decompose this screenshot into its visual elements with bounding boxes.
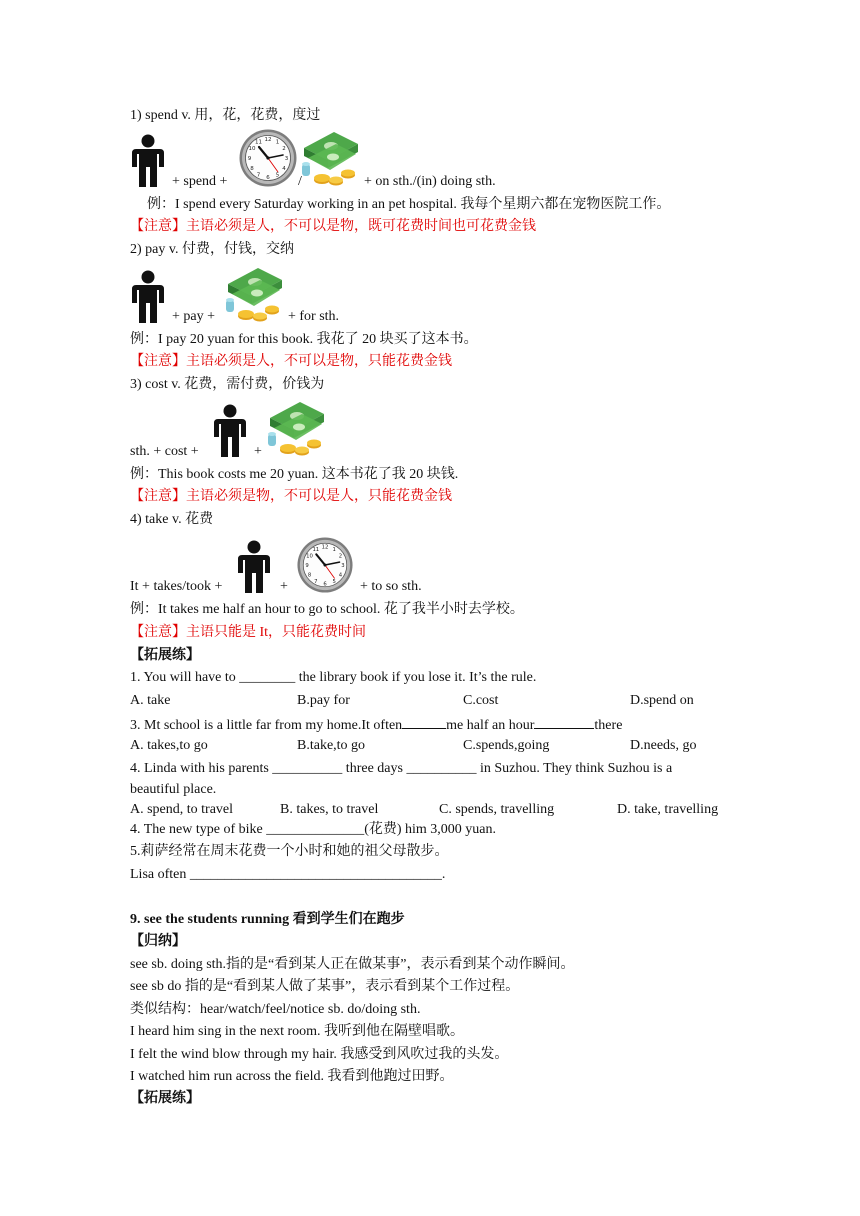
pay-note: 【注意】主语必须是人，不可以是物，只能花费金钱 — [130, 354, 452, 369]
q2-text-c: there — [594, 718, 623, 733]
spend-example: 例：I spend every Saturday working in an pet hospital. 我每个星期六都在宠物医院工作。 — [147, 197, 671, 212]
q2-option-d: D.needs, go — [630, 738, 697, 753]
take-formula-part1: It + takes/took + — [130, 579, 223, 594]
person-icon — [236, 540, 272, 594]
cost-example: 例：This book costs me 20 yuan. 这本书花了我 20 块钱. — [130, 467, 459, 482]
q2-option-a: A. takes,to go — [130, 738, 208, 753]
q1-option-c: C.cost — [463, 693, 499, 708]
pay-formula-part1: + pay + — [172, 309, 216, 324]
q2-option-b: B.take,to go — [297, 738, 366, 753]
question-4: 4. The new type of bike ______________(花费) him 3,000 yuan. — [130, 822, 497, 837]
q2-text-b: me half an hour — [446, 718, 535, 733]
clock-icon — [238, 128, 298, 188]
practice-title: 【拓展练】 — [130, 648, 200, 663]
example-line-1: I heard him sing in the next room. 我听到他在隔壁唱歌。 — [130, 1024, 465, 1039]
question-5-answer: Lisa often ____________________________________. — [130, 867, 446, 882]
q3-option-d: D. take, travelling — [617, 802, 719, 817]
money-icon — [266, 398, 326, 456]
q1-option-d: D.spend on — [630, 693, 694, 708]
person-icon — [212, 404, 248, 458]
spend-note: 【注意】主语必须是人，不可以是物，既可花费时间也可花费金钱 — [130, 219, 536, 234]
pay-formula-part2: + for sth. — [288, 309, 340, 324]
cost-formula-part1: sth. + cost + — [130, 444, 199, 459]
summary-line-1: see sb. doing sth.指的是“看到某人正在做某事”，表示看到某个动作瞬间。 — [130, 957, 575, 972]
practice-title-2: 【拓展练】 — [130, 1091, 200, 1106]
example-line-3: I watched him run across the field. 我看到他跑过田野。 — [130, 1069, 454, 1084]
person-icon — [130, 270, 166, 324]
money-icon — [224, 264, 284, 322]
question-2 — [130, 715, 622, 735]
q3-option-b: B. takes, to travel — [280, 802, 379, 817]
q2-text-a: 3. Mt school is a little far from my home.It often — [130, 718, 403, 733]
q2-blank-2 — [534, 715, 594, 729]
spend-heading: 1) spend v. 用，花，花费，度过 — [130, 108, 321, 123]
question-5: 5.莉萨经常在周末花费一个小时和她的祖父母散步。 — [130, 844, 449, 859]
summary-title: 【归纳】 — [130, 934, 186, 949]
pay-heading: 2) pay v. 付费，付钱，交纳 — [130, 242, 294, 257]
spend-formula-part1: + spend + — [172, 174, 228, 189]
summary-line-2: see sb do 指的是“看到某人做了某事”，表示看到某个工作过程。 — [130, 979, 520, 994]
question-1: 1. You will have to ________ the library book if you lose it. It’s the rule. — [130, 670, 537, 685]
cost-note: 【注意】主语必须是物，不可以是人，只能花费金钱 — [130, 489, 452, 504]
q2-blank-1 — [402, 715, 446, 729]
question-3-line1: 4. Linda with his parents __________ three days __________ in Suzhou. They think Suzhou is a — [130, 761, 673, 776]
take-example: 例：It takes me half an hour to go to school. 花了我半小时去学校。 — [130, 602, 524, 617]
q1-option-b: B.pay for — [297, 693, 350, 708]
take-formula-part2: + to so sth. — [360, 579, 422, 594]
person-icon — [130, 134, 166, 188]
q1-option-a: A. take — [130, 693, 171, 708]
take-formula-plus: + — [280, 579, 288, 594]
take-heading: 4) take v. 花费 — [130, 512, 214, 527]
clock-icon — [296, 536, 354, 594]
q3-option-c: C. spends, travelling — [439, 802, 555, 817]
q3-option-a: A. spend, to travel — [130, 802, 234, 817]
question-3-line2: beautiful place. — [130, 782, 217, 797]
spend-formula-part2: + on sth./(in) doing sth. — [364, 174, 496, 189]
money-icon — [300, 128, 360, 186]
pay-example: 例：I pay 20 yuan for this book. 我花了 20 块买了这本书。 — [130, 332, 478, 347]
cost-formula-plus: + — [254, 444, 262, 459]
take-note: 【注意】主语只能是 It，只能花费时间 — [130, 625, 367, 640]
q2-option-c: C.spends,going — [463, 738, 550, 753]
section-9-title: 9. see the students running 看到学生们在跑步 — [130, 912, 405, 927]
cost-heading: 3) cost v. 花费，需付费，价钱为 — [130, 377, 325, 392]
spend-formula-slash: / — [298, 174, 302, 189]
summary-line-3: 类似结构：hear/watch/feel/notice sb. do/doing sth. — [130, 1002, 421, 1017]
example-line-2: I felt the wind blow through my hair. 我感受到风吹过我的头发。 — [130, 1047, 509, 1062]
